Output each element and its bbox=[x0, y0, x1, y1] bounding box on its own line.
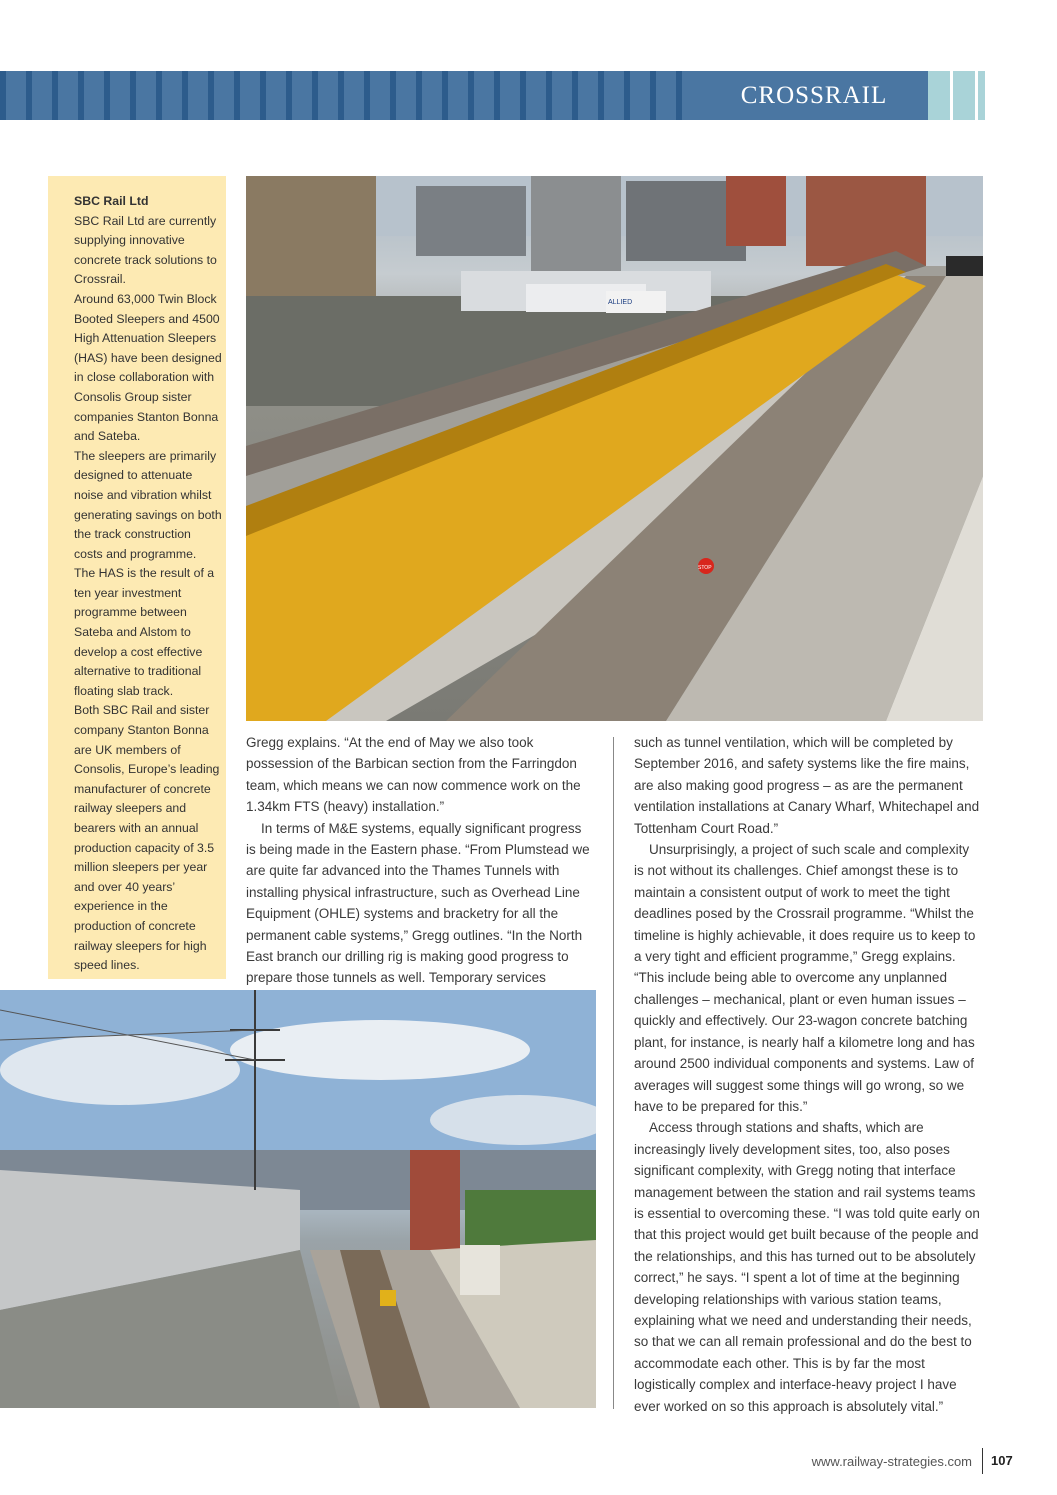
article-paragraph: such as tunnel ventilation, which will be completed by September 2016, and safety systems like the fire mains, are also making good progress – as are the permanent ventilation installations at Canary Wharf, Whitechapel and Tottenham Court Road.” bbox=[634, 735, 980, 836]
article-paragraph: Unsurprisingly, a project of such scale and complexity is not without its challenges. Chief amongst these is to maintain a consistent output of work to meet the tight deadlines posed by the Crossrail programme. “Whilst the timeline is highly achievable, it does require us to keep to a very tight and efficient programme,” Gregg explains. “This include being able to overcome any unplanned challenges – mechanical, plant or even human issues – quickly and effectively. Our 23-wagon concrete batching plant, for instance, is nearly half a kilometre long and has around 2500 individual components and systems. Law of averages will suggest some things will go wrong, so we have to be prepared for this.” bbox=[634, 842, 976, 1114]
photo-site-illustration bbox=[0, 990, 596, 1408]
sidebar-box bbox=[48, 176, 226, 979]
page-number: 107 bbox=[991, 1453, 1013, 1468]
photo-train-illustration bbox=[246, 176, 983, 721]
footer-divider bbox=[982, 1448, 983, 1474]
photo-train-wagons bbox=[246, 176, 983, 721]
sidebar-paragraph: SBC Rail Ltd are currently supplying innovative concrete track solutions to Crossrail. bbox=[74, 213, 217, 287]
sidebar-paragraph: Around 63,000 Twin Block Booted Sleepers and 4500 High Attenuation Sleepers (HAS) have been designed in close collaboration with Consolis Group sister companies Stanton Bonna and Sateba. bbox=[74, 291, 222, 444]
footer-url[interactable]: www.railway-strategies.com bbox=[811, 1454, 972, 1469]
sidebar-title: SBC Rail Ltd bbox=[74, 194, 149, 208]
sidebar-paragraph: Both SBC Rail and sister company Stanton Bonna are UK members of Consolis, Europe’s leading manufacturer of concrete railway sleepers and bearers with an annual production capacity of 3.5 million sleepers per year and over 40 years’ experience in the production of concrete railway sleepers for high speed lines. bbox=[74, 703, 220, 973]
photo-construction-site bbox=[0, 990, 596, 1408]
section-title: CROSSRAIL bbox=[700, 71, 928, 120]
article-paragraph: Access through stations and shafts, which are increasingly lively development sites, too, also poses significant complexity, with Gregg noting that interface management between the station and rail systems teams is essential to overcoming these. “I was told quite early on that this project would get built because of the people and the relationships, and this has turned out to be absolutely correct,” he says. “I spent a lot of time at the beginning developing relationships with various station teams, explaining what we need and understanding their needs, so that we can all remain professional and do the best to accommodate each other. This is by far the most logistically complex and interface-heavy project I have ever worked on so this approach is absolutely vital.” bbox=[634, 1120, 980, 1414]
column-divider bbox=[613, 737, 614, 1409]
header-accent bbox=[928, 71, 985, 120]
svg-text:ALLIED: ALLIED bbox=[608, 299, 633, 306]
header-stripes bbox=[0, 71, 700, 120]
section-header bbox=[0, 71, 985, 120]
article-column-right bbox=[634, 732, 982, 1417]
article-paragraph: Gregg explains. “At the end of May we also took possession of the Barbican section from the Farringdon team, which means we can now commence work on the 1.34km FTS (heavy) installation.” bbox=[246, 735, 581, 815]
svg-text:STOP: STOP bbox=[698, 565, 712, 571]
sidebar-paragraph: The HAS is the result of a ten year investment programme between Sateba and Alstom to develop a cost effective alternative to traditional floating slab track. bbox=[74, 566, 215, 698]
sidebar-paragraph: The sleepers are primarily designed to attenuate noise and vibration whilst generating savings on both the track construction costs and programme. bbox=[74, 448, 222, 561]
article-column-middle bbox=[246, 732, 592, 989]
article-paragraph: In terms of M&E systems, equally significant progress is being made in the Eastern phase. “From Plumstead we are quite far advanced into the Thames Tunnels with installing physical infrastructure, such as Overhead Line Equipment (OHLE) systems and bracketry for all the permanent cable systems,” Gregg outlines. “In the North East branch our drilling rig is making good progress to prepare those tunnels as well. Temporary services bbox=[246, 820, 590, 986]
